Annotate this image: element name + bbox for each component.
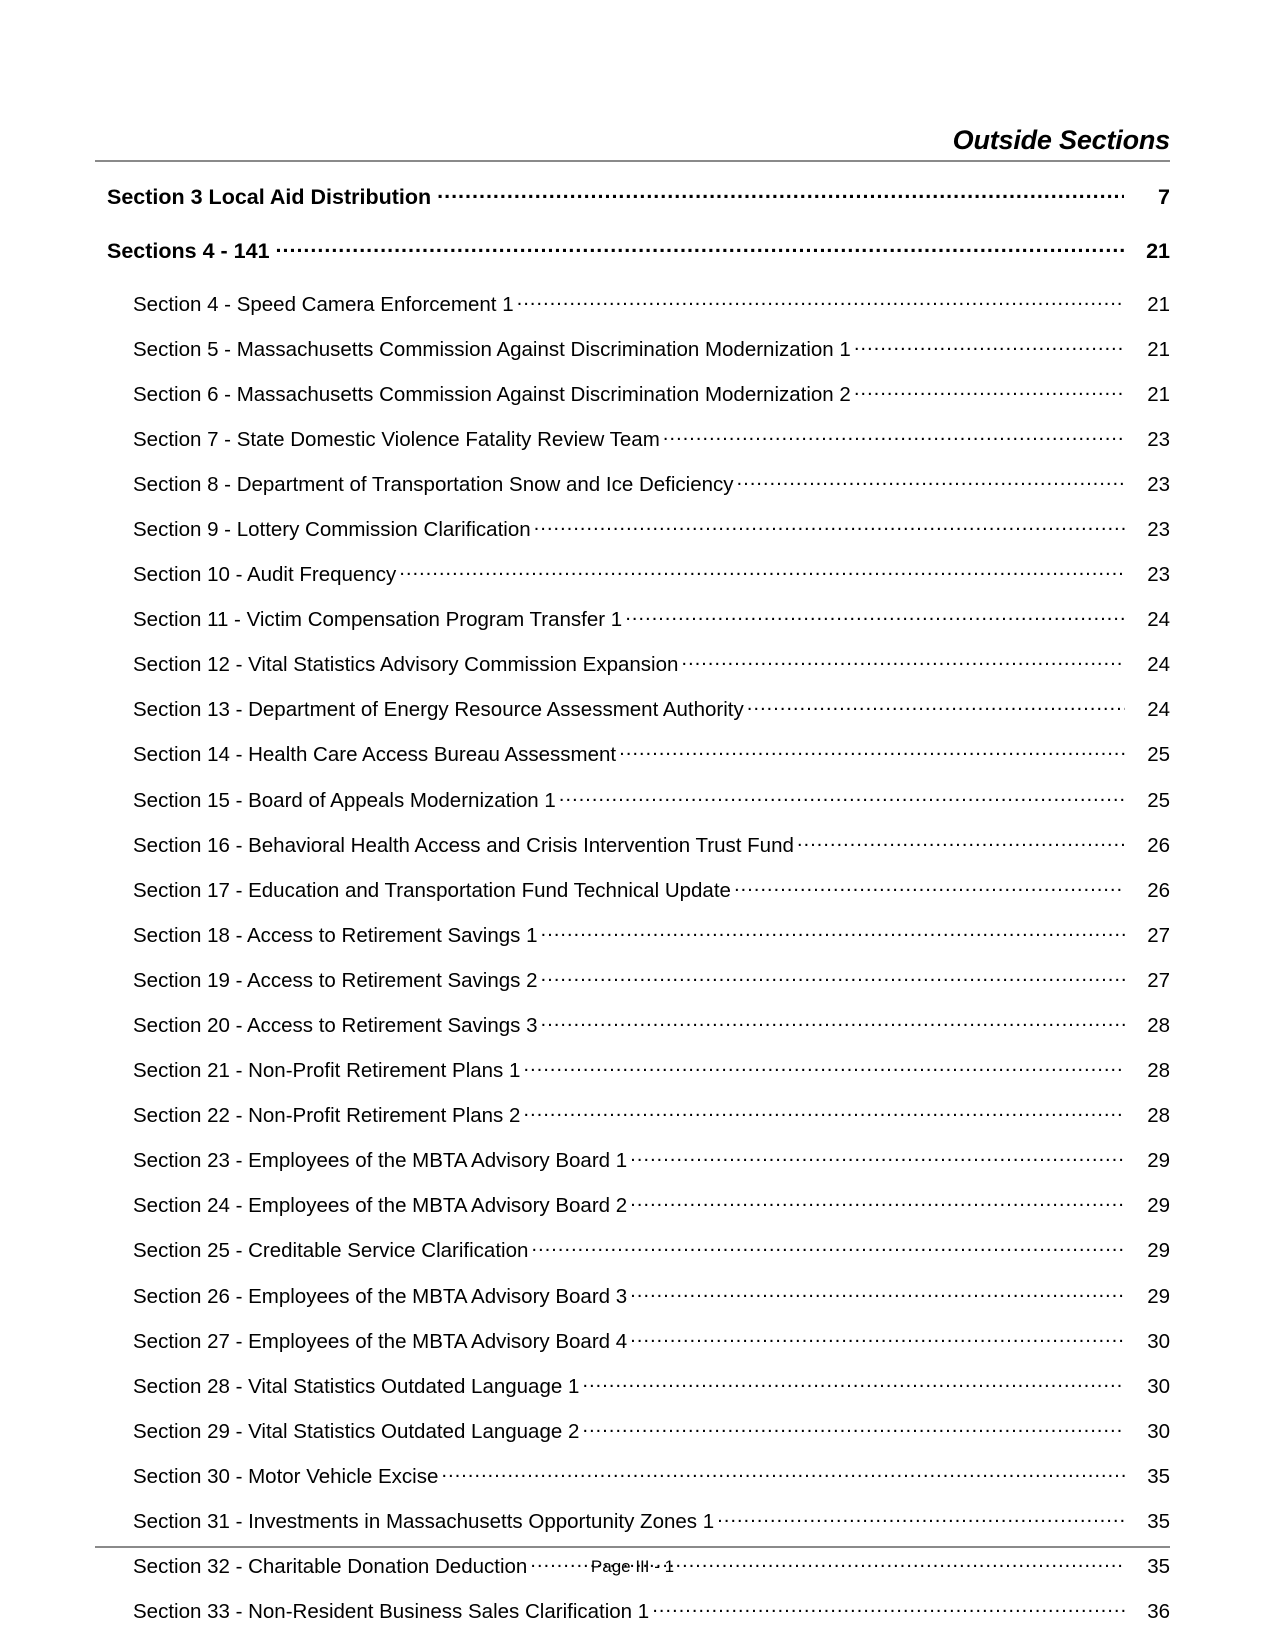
toc-entry-title: Section 14 - Health Care Access Bureau Assessment bbox=[133, 743, 617, 767]
toc-entry-page-number: 30 bbox=[1147, 1329, 1170, 1353]
toc-leader-dots bbox=[619, 741, 1125, 762]
toc-entry-title: Section 32 - Charitable Donation Deduction bbox=[133, 1555, 528, 1579]
toc-leader-dots bbox=[717, 1508, 1125, 1529]
toc-entry-page-number: 25 bbox=[1147, 788, 1170, 812]
toc-entry-title: Section 19 - Access to Retirement Savings 2 bbox=[133, 968, 538, 992]
table-of-contents bbox=[95, 182, 1170, 1637]
toc-entry-page-number: 28 bbox=[1147, 1104, 1170, 1128]
toc-leader-dots bbox=[681, 651, 1125, 672]
footer-page-label: Page III - 1 bbox=[590, 1557, 675, 1576]
toc-leader-dots bbox=[630, 1327, 1125, 1348]
toc-entry-title: Section 17 - Education and Transportation Fund Technical Update bbox=[133, 878, 731, 902]
toc-leader-dots bbox=[541, 966, 1125, 987]
toc-entry-title: Section 29 - Vital Statistics Outdated Language 2 bbox=[133, 1419, 580, 1443]
toc-entry[interactable] bbox=[95, 651, 1170, 678]
toc-entry[interactable] bbox=[95, 1282, 1170, 1309]
toc-entry-title: Section 6 - Massachusetts Commission Against Discrimination Modernization 2 bbox=[133, 382, 851, 406]
toc-entry-title: Section 24 - Employees of the MBTA Advisory Board 2 bbox=[133, 1194, 628, 1218]
toc-leader-dots bbox=[630, 1192, 1125, 1213]
toc-entry-page-number: 29 bbox=[1147, 1284, 1170, 1308]
toc-entry[interactable] bbox=[95, 1192, 1170, 1219]
header-divider bbox=[95, 160, 1170, 162]
toc-entry[interactable] bbox=[95, 1462, 1170, 1489]
toc-entry-page-number: 29 bbox=[1147, 1149, 1170, 1173]
toc-leader-dots bbox=[276, 237, 1124, 259]
toc-entry[interactable] bbox=[95, 425, 1170, 452]
toc-entry-title: Section 31 - Investments in Massachusetts Opportunity Zones 1 bbox=[133, 1510, 715, 1534]
toc-entry[interactable] bbox=[95, 1598, 1170, 1625]
toc-entry[interactable] bbox=[95, 237, 1170, 265]
toc-entry[interactable] bbox=[95, 741, 1170, 768]
toc-leader-dots bbox=[437, 182, 1124, 204]
toc-entry-title: Section 26 - Employees of the MBTA Advisory Board 3 bbox=[133, 1284, 628, 1308]
toc-entry[interactable] bbox=[95, 1417, 1170, 1444]
toc-entry-title: Section 28 - Vital Statistics Outdated Language 1 bbox=[133, 1374, 580, 1398]
toc-leader-dots bbox=[582, 1372, 1125, 1393]
toc-leader-dots bbox=[517, 290, 1125, 311]
toc-entry-page-number: 23 bbox=[1147, 472, 1170, 496]
toc-leader-dots bbox=[534, 515, 1125, 536]
toc-entry[interactable] bbox=[95, 696, 1170, 723]
page-footer bbox=[95, 1546, 1170, 1577]
toc-entry-page-number: 7 bbox=[1158, 184, 1170, 209]
toc-entry-title: Section 18 - Access to Retirement Savings 1 bbox=[133, 923, 538, 947]
toc-entry-page-number: 30 bbox=[1147, 1374, 1170, 1398]
toc-entry-page-number: 21 bbox=[1147, 337, 1170, 361]
toc-leader-dots bbox=[652, 1598, 1125, 1619]
toc-entry[interactable] bbox=[95, 606, 1170, 633]
toc-leader-dots bbox=[854, 335, 1125, 356]
toc-entry-title: Sections 4 - 141 bbox=[107, 239, 270, 263]
toc-leader-dots bbox=[747, 696, 1125, 717]
page-header bbox=[95, 126, 1170, 162]
toc-entry-title: Section 33 - Non-Resident Business Sales Clarification 1 bbox=[133, 1600, 650, 1624]
toc-entry-page-number: 26 bbox=[1147, 833, 1170, 857]
footer-divider bbox=[95, 1546, 1170, 1548]
toc-leader-dots bbox=[582, 1417, 1125, 1438]
toc-entry-page-number: 21 bbox=[1146, 239, 1170, 263]
toc-leader-dots bbox=[531, 1237, 1125, 1258]
toc-leader-dots bbox=[523, 1102, 1125, 1123]
toc-entry[interactable] bbox=[95, 1057, 1170, 1084]
toc-entry-title: Section 11 - Victim Compensation Program Transfer 1 bbox=[133, 608, 623, 632]
toc-entry-title: Section 8 - Department of Transportation Snow and Ice Deficiency bbox=[133, 472, 734, 496]
toc-leader-dots bbox=[734, 876, 1125, 897]
toc-leader-dots bbox=[441, 1462, 1125, 1483]
toc-entry-page-number: 24 bbox=[1147, 653, 1170, 677]
toc-entry-page-number: 21 bbox=[1147, 292, 1170, 316]
toc-leader-dots bbox=[797, 831, 1125, 852]
toc-entry[interactable] bbox=[95, 831, 1170, 858]
toc-entry[interactable] bbox=[95, 1327, 1170, 1354]
toc-entry-page-number: 28 bbox=[1147, 1014, 1170, 1037]
toc-entry[interactable] bbox=[95, 1012, 1170, 1039]
toc-entry-title: Section 4 - Speed Camera Enforcement 1 bbox=[133, 292, 514, 316]
toc-entry[interactable] bbox=[95, 1508, 1170, 1535]
toc-leader-dots bbox=[625, 606, 1125, 627]
toc-entry-title: Section 10 - Audit Frequency bbox=[133, 563, 397, 587]
toc-entry[interactable] bbox=[95, 515, 1170, 542]
toc-entry-title: Section 27 - Employees of the MBTA Advisory Board 4 bbox=[133, 1329, 628, 1353]
header-title: Outside Sections bbox=[952, 125, 1170, 155]
toc-entry[interactable] bbox=[95, 380, 1170, 407]
toc-entry-title: Section 3 Local Aid Distribution bbox=[107, 184, 432, 209]
toc-entry[interactable] bbox=[95, 921, 1170, 948]
toc-entry-page-number: 21 bbox=[1147, 382, 1170, 406]
toc-leader-dots bbox=[541, 921, 1125, 942]
toc-entry[interactable] bbox=[95, 182, 1170, 210]
toc-entry[interactable] bbox=[95, 1102, 1170, 1129]
toc-entry-page-number: 36 bbox=[1147, 1600, 1170, 1624]
toc-entry[interactable] bbox=[95, 1237, 1170, 1264]
toc-entry-title: Section 20 - Access to Retirement Savings 3 bbox=[133, 1014, 538, 1037]
toc-leader-dots bbox=[523, 1057, 1125, 1078]
toc-entry-page-number: 35 bbox=[1147, 1510, 1170, 1534]
toc-entry-title: Section 23 - Employees of the MBTA Advisory Board 1 bbox=[133, 1149, 628, 1173]
toc-entry-title: Section 12 - Vital Statistics Advisory Commission Expansion bbox=[133, 653, 679, 677]
toc-entry-page-number: 29 bbox=[1147, 1194, 1170, 1218]
toc-leader-dots bbox=[663, 425, 1125, 446]
toc-entry-page-number: 24 bbox=[1147, 698, 1170, 722]
toc-leader-dots bbox=[399, 561, 1125, 582]
toc-entry-page-number: 28 bbox=[1147, 1059, 1170, 1083]
toc-entry-title: Section 22 - Non-Profit Retirement Plans 2 bbox=[133, 1104, 521, 1128]
toc-entry[interactable] bbox=[95, 290, 1170, 317]
toc-entry-title: Section 5 - Massachusetts Commission Against Discrimination Modernization 1 bbox=[133, 337, 851, 361]
toc-entry[interactable] bbox=[95, 966, 1170, 993]
toc-entry-page-number: 23 bbox=[1147, 517, 1170, 541]
toc-entry-title: Section 25 - Creditable Service Clarification bbox=[133, 1239, 529, 1263]
toc-leader-dots bbox=[541, 1012, 1125, 1033]
toc-leader-dots bbox=[630, 1282, 1125, 1303]
toc-entry[interactable] bbox=[95, 876, 1170, 903]
toc-entry-page-number: 27 bbox=[1147, 968, 1170, 992]
toc-entry[interactable] bbox=[95, 470, 1170, 497]
toc-entry-page-number: 35 bbox=[1147, 1464, 1170, 1488]
toc-entry-page-number: 25 bbox=[1147, 743, 1170, 767]
toc-entry-page-number: 24 bbox=[1147, 608, 1170, 632]
toc-entry-title: Section 9 - Lottery Commission Clarification bbox=[133, 517, 531, 541]
toc-entry[interactable] bbox=[95, 335, 1170, 362]
toc-leader-dots bbox=[854, 380, 1125, 401]
toc-entry-page-number: 23 bbox=[1147, 427, 1170, 451]
toc-leader-dots bbox=[737, 470, 1125, 491]
toc-entry-title: Section 15 - Board of Appeals Modernization 1 bbox=[133, 788, 556, 812]
toc-entry-page-number: 27 bbox=[1147, 923, 1170, 947]
toc-entry-page-number: 26 bbox=[1147, 878, 1170, 902]
toc-entry-page-number: 29 bbox=[1147, 1239, 1170, 1263]
toc-entry-page-number: 35 bbox=[1147, 1555, 1170, 1579]
toc-leader-dots bbox=[630, 1147, 1125, 1168]
toc-entry[interactable] bbox=[95, 561, 1170, 588]
toc-entry-title: Section 30 - Motor Vehicle Excise bbox=[133, 1464, 439, 1488]
toc-entry[interactable] bbox=[95, 1147, 1170, 1174]
toc-entry-page-number: 23 bbox=[1147, 563, 1170, 587]
toc-entry-title: Section 13 - Department of Energy Resource Assessment Authority bbox=[133, 698, 744, 722]
toc-entry-title: Section 21 - Non-Profit Retirement Plans 1 bbox=[133, 1059, 521, 1083]
toc-leader-dots bbox=[559, 786, 1125, 807]
toc-entry-title: Section 7 - State Domestic Violence Fatality Review Team bbox=[133, 427, 660, 451]
toc-entry-title: Section 16 - Behavioral Health Access and Crisis Intervention Trust Fund bbox=[133, 833, 794, 857]
toc-entry-page-number: 30 bbox=[1147, 1419, 1170, 1443]
toc-entry[interactable] bbox=[95, 786, 1170, 813]
toc-entry[interactable] bbox=[95, 1372, 1170, 1399]
